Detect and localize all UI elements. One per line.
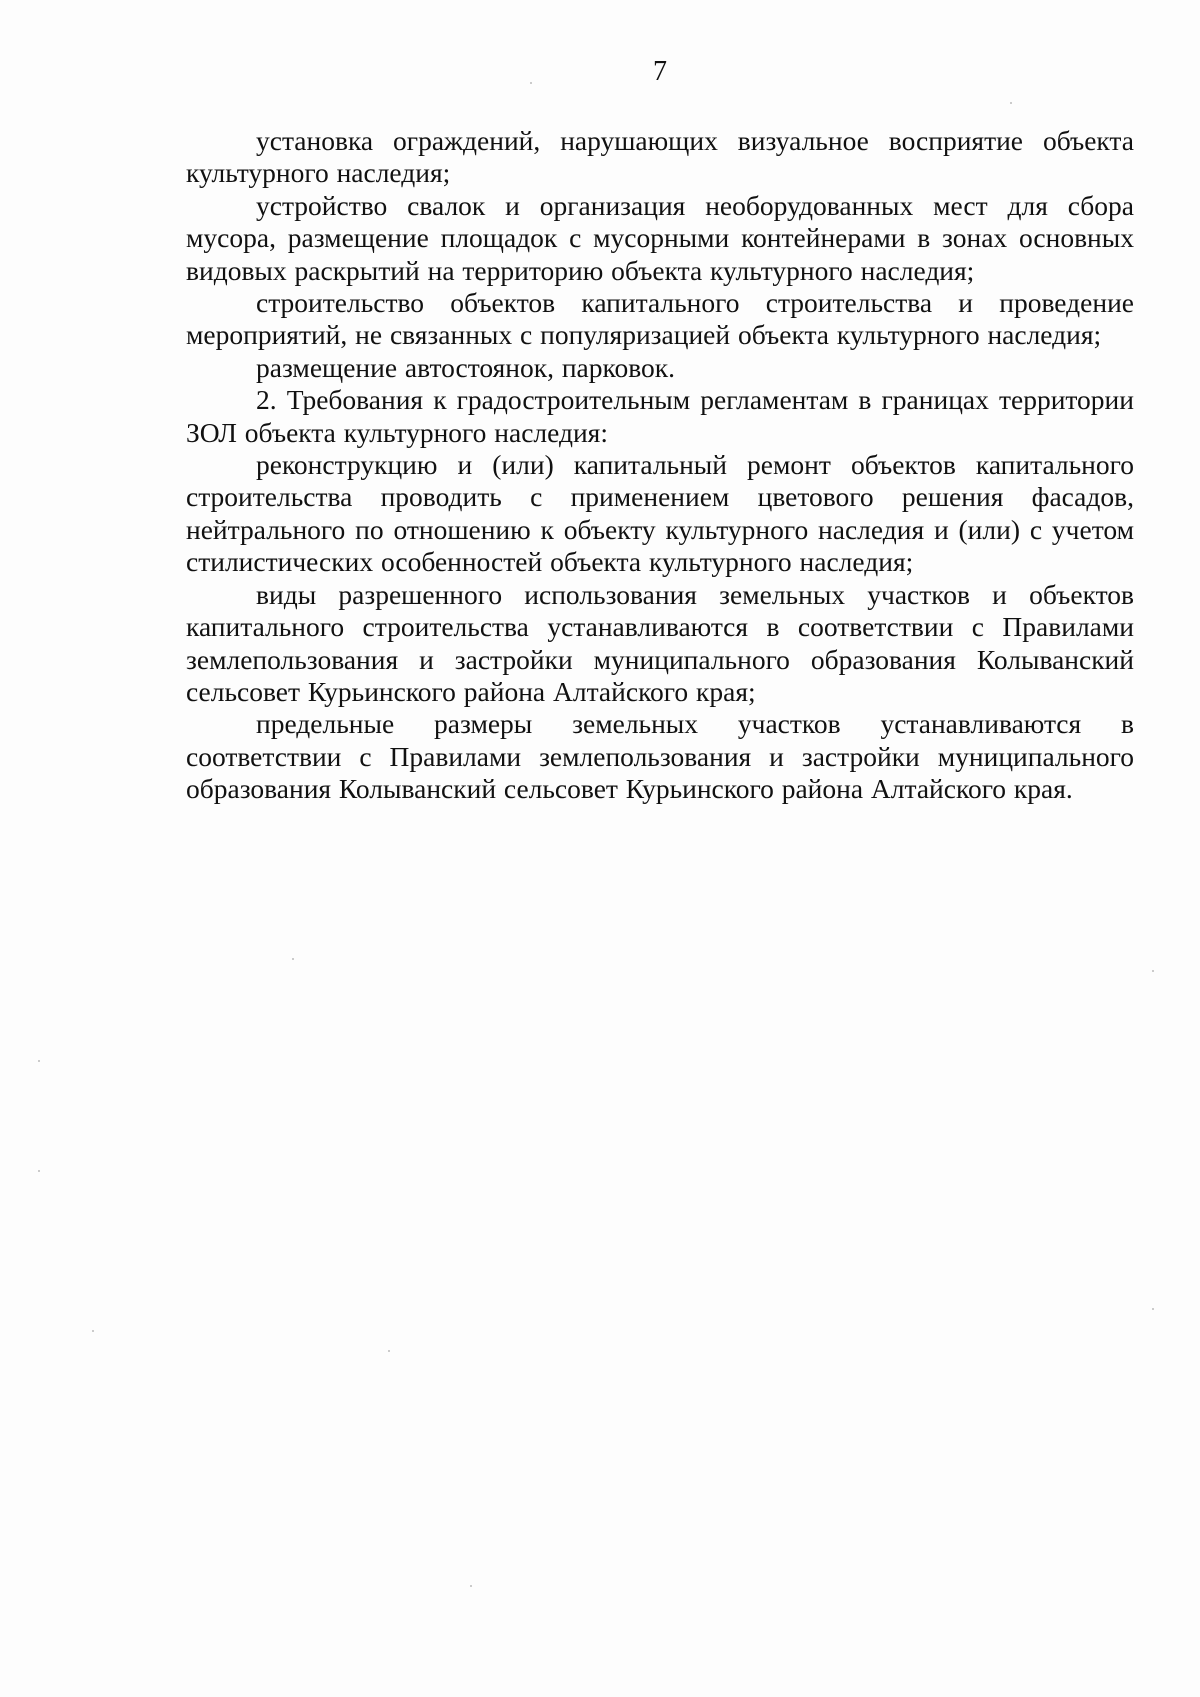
scan-speck	[92, 1330, 94, 1332]
paragraph-parking: размещение автостоянок, парковок.	[256, 351, 676, 383]
scan-speck	[530, 82, 532, 84]
scan-speck	[292, 958, 294, 960]
paragraph-land-use: виды разрешенного использования земельных участков и объектов капитального строительства устанавливаются в соответствии с Правилами землепользования и застройки муниципального образования Колыванский сельсовет Курьинского района Алтайского края;	[186, 578, 1134, 707]
scan-speck	[470, 1585, 472, 1587]
page-number: 7	[653, 56, 667, 87]
paragraph-plot-sizes: предельные размеры земельных участков устанавливаются в соответствии с Правилами землепользования и застройки муниципального образования Колыванский сельсовет Курьинского района Алтайского края.	[186, 708, 1134, 805]
document-body	[186, 125, 1134, 806]
scan-speck	[38, 1170, 40, 1172]
paragraph-dumps: устройство свалок и организация необорудованных мест для сбора мусора, размещение площадок с мусорными контейнерами в зонах основных видовых раскрытий на территорию объекта культурного наследия;	[186, 189, 1134, 286]
scan-speck	[1152, 970, 1154, 972]
scan-speck	[1010, 102, 1012, 104]
scan-speck	[38, 1060, 40, 1062]
scan-speck	[388, 1350, 390, 1352]
paragraph-construction: строительство объектов капитального строительства и проведение мероприятий, не связанных с популяризацией объекта культурного наследия;	[186, 287, 1134, 351]
paragraph-requirements-heading: 2. Требования к градостроительным регламентам в границах территории ЗОЛ объекта культурного наследия:	[186, 384, 1134, 448]
paragraph-fences: установка ограждений, нарушающих визуальное восприятие объекта культурного наследия;	[186, 125, 1134, 189]
paragraph-reconstruction: реконструкцию и (или) капитальный ремонт объектов капитального строительства проводить с применением цветового решения фасадов, нейтрального по отношению к объекту культурного наследия и (или) с учетом стилистических особенностей объекта культурного наследия;	[186, 449, 1134, 578]
scan-speck	[1152, 1308, 1154, 1310]
